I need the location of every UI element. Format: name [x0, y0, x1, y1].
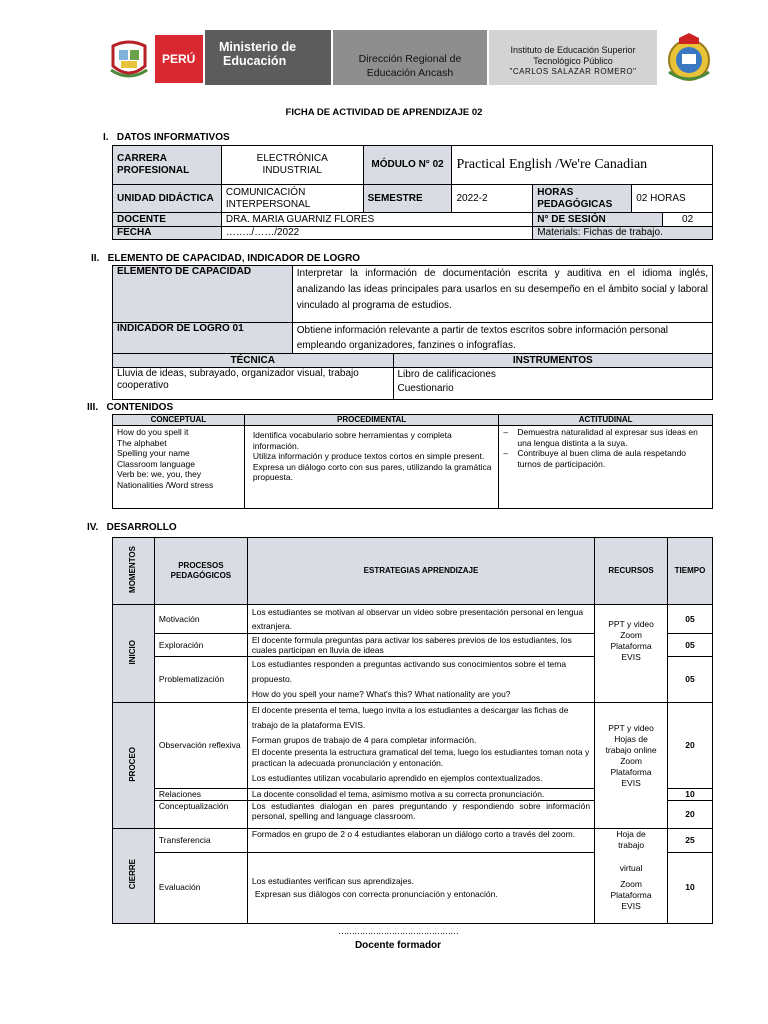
- proceso-observacion: Observación reflexiva: [154, 703, 247, 789]
- momentos-header: MOMENTOS: [113, 538, 155, 605]
- list-item: Expresa un diálogo corto con sus pares, utilizando la gramática propuesta.: [252, 461, 492, 482]
- instrumentos-label: INSTRUMENTOS: [393, 354, 713, 368]
- tiempo-conceptualizacion: 20: [668, 800, 713, 828]
- recurso-item: Zoom: [620, 756, 642, 766]
- unidad-label: UNIDAD DIDÁCTICA: [113, 185, 222, 213]
- estrategia-line: El docente presenta la estructura gramatical del tema, luego los estudiantes toman nota y practican la adecuada pronunciación y entonación.: [251, 746, 590, 768]
- desarrollo-table: [112, 537, 713, 924]
- recursos-inicio: [595, 605, 668, 703]
- proceso-relaciones: Relaciones: [154, 789, 247, 801]
- tiempo-header: TIEMPO: [668, 538, 713, 605]
- capacidad-value: Interpretar la información de documentación escrita y auditiva en el idioma inglés, analizando las ideas principales para usarlos en su desempeño en el ámbito social y laboral vinculado al programa de estudios.: [292, 266, 712, 323]
- modulo-value: Practical English /We're Canadian: [452, 146, 713, 185]
- estrategia-relaciones: La docente consolidad el tema, asimismo motiva a su correcta pronunciación.: [247, 789, 594, 801]
- capacidad-label: ELEMENTO DE CAPACIDAD: [113, 266, 293, 323]
- indicador-value: Obtiene información relevante a partir de textos escritos sobre información personal empleando organizadores, fanzines o infografías.: [292, 323, 712, 354]
- list-item: Spelling your name: [117, 448, 190, 458]
- proceso-problematizacion: Problematización: [154, 657, 247, 703]
- list-item: Verb be: we, you, they: [117, 469, 202, 479]
- procedimental-list: [244, 426, 499, 509]
- actitudinal-list: [499, 426, 713, 509]
- instituto-line1: Instituto de Educación Superior: [510, 45, 636, 55]
- section-heading-desarrollo: IV. DESARROLLO: [87, 522, 177, 533]
- estrategia-line: Los estudiantes verifican sus aprendizajes.: [251, 875, 414, 886]
- estrategia-evaluacion: [247, 852, 594, 923]
- tecnica-value: Lluvia de ideas, subrayado, organizador visual, trabajo cooperativo: [113, 368, 394, 400]
- docente-value: DRA. MARIA GUARNIZ FLORES: [221, 213, 532, 227]
- docente-label: DOCENTE: [113, 213, 222, 227]
- direccion-line2: Educación Ancash: [366, 67, 454, 79]
- instrumentos-value: [393, 368, 713, 400]
- estrategia-exploracion: El docente formula preguntas para activar los saberes previos de los estudiantes, los cuales participan en lluvia de ideas: [247, 634, 594, 657]
- contenidos-table: [112, 414, 713, 509]
- estrategia-line: Expresan sus diálogos con correcta pronunciación y entonación.: [254, 888, 498, 899]
- sesion-label: N° DE SESIÓN: [533, 213, 663, 226]
- conceptual-list: [113, 426, 245, 509]
- institute-emblem-icon: [665, 32, 713, 84]
- conceptual-header: CONCEPTUAL: [113, 415, 245, 426]
- recurso-item: Zoom: [620, 878, 642, 889]
- recurso-item: trabajo: [618, 840, 645, 851]
- header-banner: [105, 30, 715, 85]
- tiempo-evaluacion: 10: [668, 852, 713, 923]
- tiempo-exploracion: 05: [668, 634, 713, 657]
- recurso-item: virtual: [619, 862, 643, 873]
- tiempo-problematizacion: 05: [668, 657, 713, 703]
- procedimental-header: PROCEDIMENTAL: [244, 415, 499, 426]
- section-heading-contenidos: III. CONTENIDOS: [87, 402, 174, 413]
- modulo-label: MÓDULO N° 02: [363, 146, 452, 185]
- direccion-block: [333, 30, 487, 85]
- list-item: – Demuestra naturalidad al expresar sus ideas en una lengua distinta a la suya.: [503, 427, 708, 448]
- recurso-item: Zoom: [620, 630, 642, 640]
- estrategia-transferencia: Formados en grupo de 2 o 4 estudiantes elaboran un diálogo corto a través del zoom.: [247, 828, 594, 852]
- list-item: – Contribuye al buen clima de aula respetando turnos de participación.: [503, 448, 708, 469]
- recurso-item: PPT y video: [608, 619, 654, 629]
- ministerio-line1: Ministerio de: [219, 40, 297, 54]
- horas-value: 02 HORAS: [636, 192, 686, 204]
- momento-inicio: INICIO: [113, 605, 155, 703]
- semestre-value: 2022-2: [452, 185, 533, 213]
- tiempo-motivacion: 05: [668, 605, 713, 634]
- recurso-item: Hojas de: [614, 734, 648, 744]
- horas-subtable: [533, 185, 712, 212]
- list-item-text: Demuestra naturalidad al expresar sus ideas en una lengua distinta a la suya.: [517, 427, 698, 448]
- recursos-evaluacion: [595, 852, 668, 923]
- direccion-line1: Dirección Regional de: [358, 53, 462, 65]
- list-item: Identifica vocabulario sobre herramientas y completa información.: [252, 430, 452, 451]
- carrera-value: ELECTRÓNICA INDUSTRIAL: [221, 146, 363, 185]
- recursos-header: RECURSOS: [595, 538, 668, 605]
- momento-cierre: CIERRE: [113, 828, 155, 923]
- materials-value: Materials: Fichas de trabajo.: [533, 227, 713, 240]
- elemento-table: [112, 265, 713, 400]
- estrategia-line: How do you spell your name? What's this? What nationality are you?: [251, 689, 511, 699]
- estrategia-conceptualizacion: Los estudiantes dialogan en pares preguntando y respondiendo sobre información personal, spelling and language classroom.: [247, 800, 594, 828]
- proceso-transferencia: Transferencia: [154, 828, 247, 852]
- instituto-line3: "CARLOS SALAZAR ROMERO": [509, 67, 637, 76]
- recurso-item: EVIS: [621, 778, 641, 788]
- fecha-label: FECHA: [113, 227, 222, 240]
- tiempo-relaciones: 10: [668, 789, 713, 801]
- sesion-subtable: [533, 213, 712, 226]
- peru-badge: [155, 35, 203, 83]
- proceso-evaluacion: Evaluación: [154, 852, 247, 923]
- list-item: Nationalities /Word stress: [117, 479, 214, 490]
- procesos-header: PROCESOS PEDAGÓGICOS: [154, 538, 247, 605]
- tiempo-transferencia: 25: [668, 828, 713, 852]
- tecnica-label: TÉCNICA: [113, 354, 394, 368]
- recursos-transferencia: [595, 828, 668, 852]
- estrategia-line: Los estudiantes utilizan vocabulario aprendido en ejemplos contextualizados.: [251, 772, 543, 783]
- momento-proceso: PROCEO: [113, 703, 155, 829]
- estrategia-observacion: [247, 703, 594, 789]
- actitudinal-header: ACTITUDINAL: [499, 415, 713, 426]
- estrategia-line: Los estudiantes responden a preguntas activando sus conocimientos sobre el tema propuesto.: [251, 659, 567, 684]
- proceso-conceptualizacion: Conceptualización: [154, 800, 247, 828]
- peru-coat-of-arms-icon: [107, 36, 151, 80]
- carrera-label: CARRERA PROFESIONAL: [113, 146, 222, 185]
- horas-label: HORAS PEDAGÓGICAS: [533, 185, 632, 212]
- datos-table: [112, 145, 713, 240]
- recurso-item: Plataforma: [610, 767, 652, 777]
- recursos-proceso: [595, 703, 668, 829]
- estrategia-line: El docente presenta el tema, luego invita a los estudiantes a descargar las fichas de trabajo de la plataforma EVIS.: [251, 705, 569, 730]
- list-item: Utiliza información y produce textos cortos en simple present.: [252, 451, 485, 461]
- list-item-text: Contribuye al buen clima de aula respetando turnos de participación.: [517, 448, 687, 469]
- proceso-motivacion: Motivación: [154, 605, 247, 634]
- ministerio-line2: Educación: [223, 54, 287, 68]
- tiempo-observacion: 20: [668, 703, 713, 789]
- signature-label: Docente formador: [354, 940, 442, 951]
- recurso-item: EVIS: [621, 900, 641, 911]
- recurso-item: Hoja de: [616, 829, 646, 840]
- instituto-line2: Tecnológico Público: [533, 56, 613, 66]
- estrategias-header: ESTRATEGIAS APRENDIZAJE: [247, 538, 594, 605]
- recurso-item: trabajo online: [605, 745, 657, 755]
- section-heading-elemento: II. ELEMENTO DE CAPACIDAD, INDICADOR DE LOGRO: [91, 253, 361, 264]
- recurso-item: EVIS: [621, 652, 641, 662]
- peru-label: PERÚ: [162, 52, 196, 66]
- unidad-value: COMUNICACIÓN INTERPERSONAL: [221, 185, 363, 213]
- page-title: FICHA DE ACTIVIDAD DE APRENDIZAJE 02: [285, 107, 483, 118]
- estrategia-line: Forman grupos de trabajo de 4 para completar información.: [251, 735, 477, 745]
- list-item: The alphabet: [117, 437, 167, 448]
- list-item: Classroom language: [117, 458, 195, 469]
- instituto-block: [489, 30, 657, 85]
- indicador-label: INDICADOR DE LOGRO 01: [113, 323, 293, 354]
- recurso-item: Plataforma: [610, 889, 652, 900]
- recurso-item: Plataforma: [610, 641, 652, 651]
- section-heading-datos: I. DATOS INFORMATIVOS: [103, 132, 230, 143]
- estrategia-motivacion: Los estudiantes se motivan al observar un video sobre presentación personal en lengua extranjera.: [247, 605, 594, 634]
- estrategia-problematizacion: [247, 657, 594, 703]
- sesion-value: 02: [682, 213, 694, 225]
- instrumento-item: Cuestionario: [397, 383, 454, 394]
- signature-line: ………………………………………: [338, 926, 458, 936]
- recurso-item: PPT y video: [608, 723, 654, 733]
- proceso-exploracion: Exploración: [154, 634, 247, 657]
- instrumento-item: Libro de calificaciones: [397, 369, 496, 380]
- ministerio-block: [205, 30, 331, 85]
- semestre-label: SEMESTRE: [363, 185, 452, 213]
- list-item: How do you spell it: [117, 427, 189, 437]
- fecha-value: ……../……/2022: [221, 227, 532, 240]
